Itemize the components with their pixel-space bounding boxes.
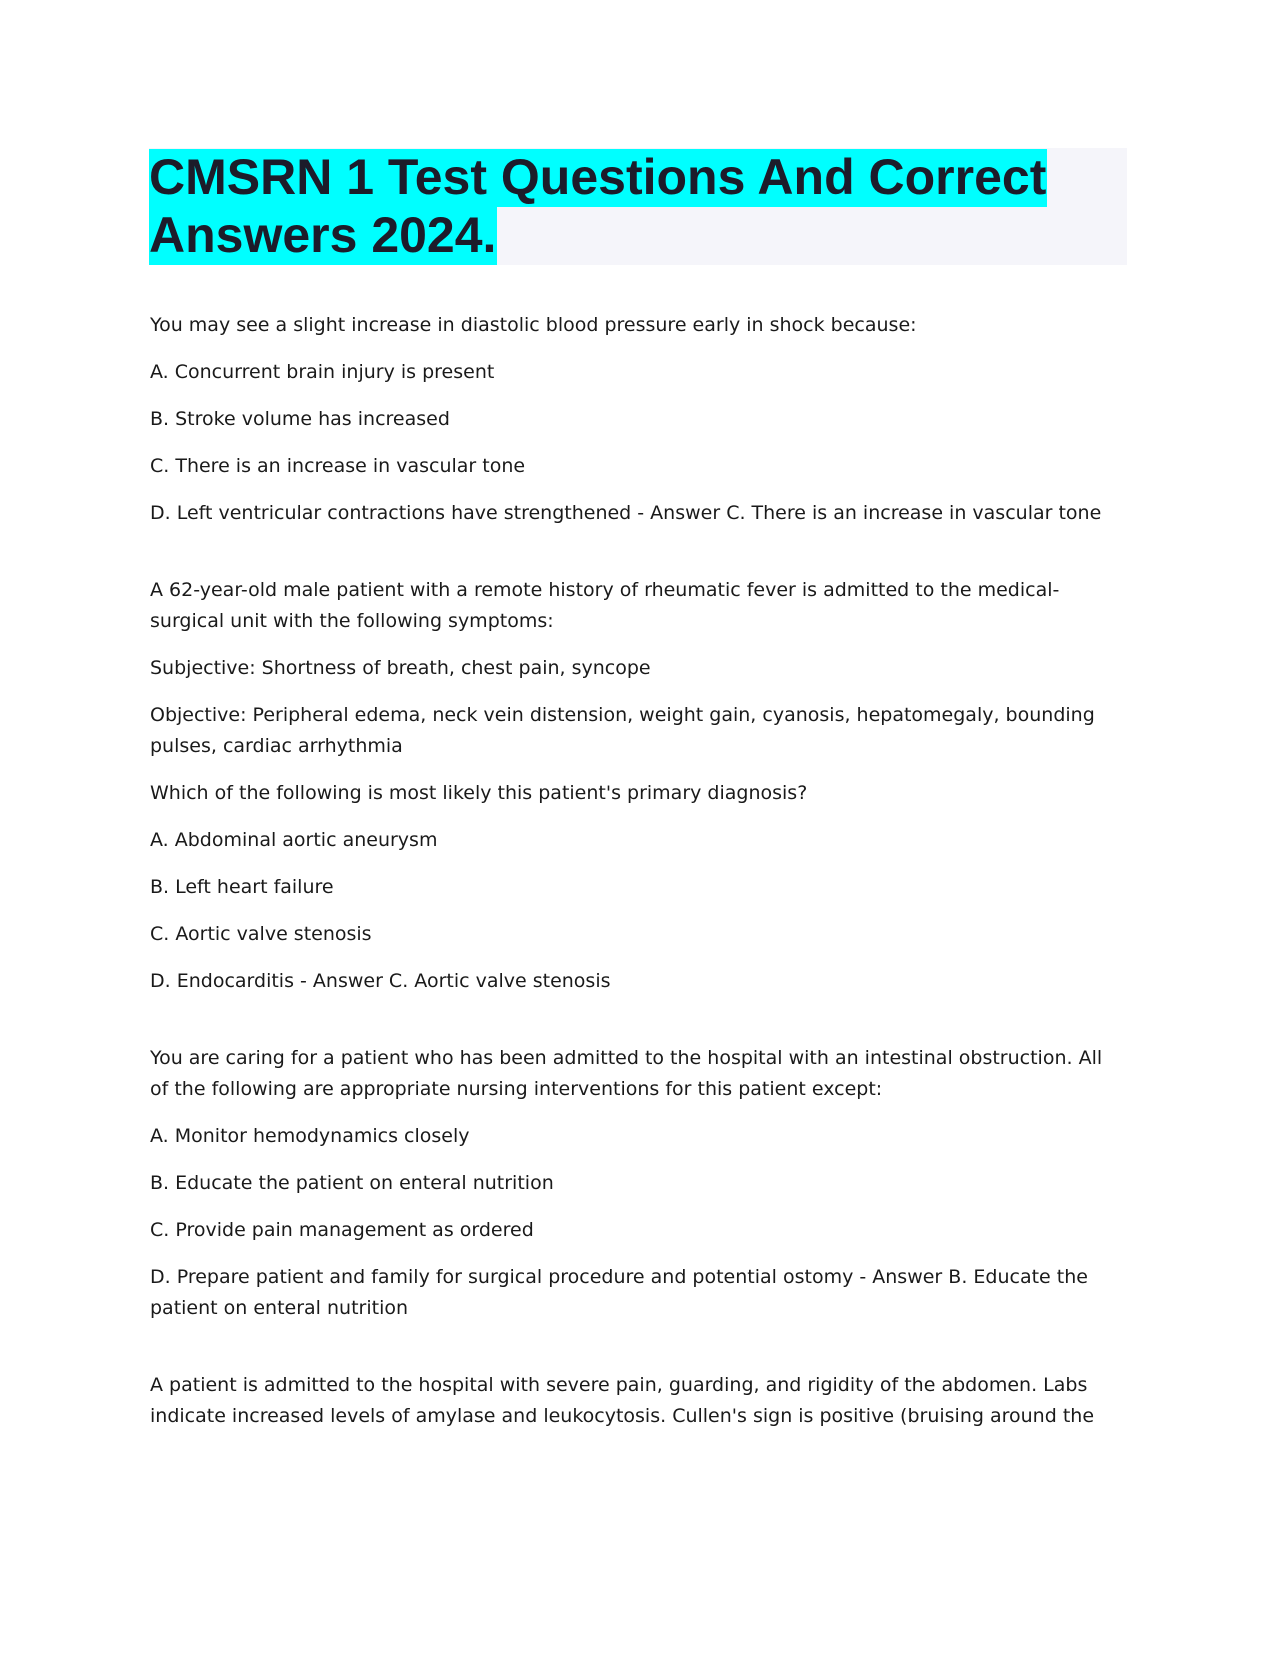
document-title — [149, 148, 1127, 264]
question-2-stem: A 62-year-old male patient with a remote history of rheumatic fever is admitted to the medical-surgical unit with the following symptoms: — [150, 579, 1060, 632]
question-1-stem: You may see a slight increase in diastolic blood pressure early in shock because: — [150, 314, 917, 336]
question-1-option-b: B. Stroke volume has increased — [150, 408, 450, 430]
question-4-stem: A patient is admitted to the hospital with severe pain, guarding, and rigidity of the abdomen. Labs indicate increased levels of amylase and leukocytosis. Cullen's sign is positive (bruising around the — [150, 1374, 1095, 1427]
question-1-option-a: A. Concurrent brain injury is present — [150, 361, 495, 383]
question-4 — [150, 1370, 1125, 1432]
question-2-option-d-answer: D. Endocarditis - Answer C. Aortic valve stenosis — [150, 970, 611, 992]
question-1 — [150, 310, 1125, 529]
question-2-option-a: A. Abdominal aortic aneurysm — [150, 829, 438, 851]
question-3-option-c: C. Provide pain management as ordered — [150, 1219, 534, 1241]
question-2 — [150, 575, 1125, 997]
question-1-option-d-answer: D. Left ventricular contractions have strengthened - Answer C. There is an increase in vascular tone — [150, 502, 1102, 524]
question-2-objective: Objective: Peripheral edema, neck vein distension, weight gain, cyanosis, hepatomegaly, bounding pulses, cardiac arrhythmia — [150, 704, 1095, 757]
question-2-subjective: Subjective: Shortness of breath, chest pain, syncope — [150, 657, 651, 679]
title-highlight: CMSRN 1 Test Questions And Correct Answers 2024. — [149, 149, 1047, 263]
question-3-stem: You are caring for a patient who has been admitted to the hospital with an intestinal obstruction. All of the following are appropriate nursing interventions for this patient except: — [150, 1047, 1103, 1100]
question-3-option-d-answer: D. Prepare patient and family for surgical procedure and potential ostomy - Answer B. Educate the patient on enteral nutrition — [150, 1266, 1088, 1319]
question-2-option-b: B. Left heart failure — [150, 876, 334, 898]
question-1-option-c: C. There is an increase in vascular tone — [150, 455, 526, 477]
question-2-prompt: Which of the following is most likely this patient's primary diagnosis? — [150, 782, 808, 804]
question-3-option-b: B. Educate the patient on enteral nutrition — [150, 1172, 554, 1194]
document-body — [150, 310, 1125, 1448]
question-3-option-a: A. Monitor hemodynamics closely — [150, 1125, 470, 1147]
title-block — [149, 148, 1127, 265]
question-3 — [150, 1043, 1125, 1324]
question-2-option-c: C. Aortic valve stenosis — [150, 923, 372, 945]
